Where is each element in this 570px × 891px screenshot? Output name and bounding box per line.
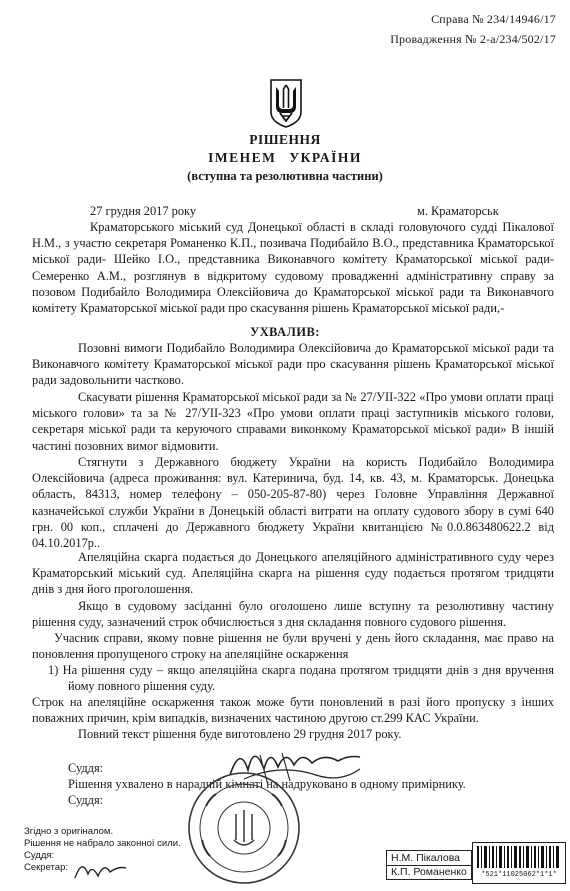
barcode-text: *521*11025062*1*1* (481, 871, 557, 879)
decision-title: РІШЕННЯ (249, 132, 321, 147)
paragraph-term-renewal: Строк на апеляційне оскарження також може бути поновлений в разі його пропуску з інших поважних причин, крім випадків, визначених частиною другою ст.299 КАС України. (32, 695, 554, 726)
secretary-signature (70, 854, 130, 884)
paragraph-appeal: Апеляційна скарга подається до Донецького апеляційного адміністративного суду через Краматорський міський суд. Апеляційна скарга на рішення суду подається протягом тридцяти днів з дня його проголошення. (32, 550, 554, 597)
judge-label: Суддя: (68, 761, 104, 775)
decision-city: м. Краматорськ (417, 204, 499, 218)
case-number: Справа № 234/14946/17 (431, 12, 556, 26)
footer-secretary-label: Секретар: (24, 862, 69, 873)
court-stamp (186, 770, 302, 886)
not-in-force-label: Рішення не набрало законної сили. (24, 838, 181, 849)
coat-of-arms-icon (268, 78, 304, 128)
paragraph-participant-rights: Учасник справи, якому повне рішення не були вручені у день його складання, має право на поновлення пропущеного строку на апеляційне оскарження (32, 631, 554, 662)
decision-date: 27 грудня 2017 року (90, 204, 197, 218)
decision-part-subtitle: (вступна та резолютивна частини) (187, 169, 383, 183)
paragraph-short-decision: Якщо в судовому засіданні було оголошено лише вступну та резолютивну частину рішення суду, зазначений строк обчислюється з дня складання повного судового рішення. (32, 599, 554, 630)
intro-paragraph: Краматорського міський суд Донецької області в складі головуючого судді Пікалової Н.М., з участю секретаря Романенко К.П., позивача Подибайло В.О., представника Краматорської міської ради- Шейко І.О., представника Виконавчого комітету Краматорської міської ради- Семеренко А.М., розглянув в відкритому судовому провадженні адміністративну справу за позовом Подибайло Володимира Олексійовича до Краматорської міської ради та Виконавчого комітету Краматорської міської ради про скасування рішень Краматорської міської ради,- (32, 220, 554, 316)
paragraph-claims-satisfied: Позовні вимоги Подибайло Володимира Олексійовича до Краматорської міської ради та Виконавчого комітету Краматорської міської ради про скасування рішень Краматорської міської ради задовольнити частково. (32, 341, 554, 388)
resolved-heading: УХВАЛИВ: (250, 325, 320, 339)
paragraph-cancel-decisions: Скасувати рішення Краматорської міської ради за № 27/УІІ-322 «Про умови оплати праці міського голови» та за № 27/УІІ-323 «Про умови оплати праці заступників міського голови, секретаря міської ради та керуючого справами виконкому Краматорської міської ради» В іншій частині позовних вимог відмовити. (32, 390, 554, 453)
in-the-name-of-ukraine: ІМЕНЕМ УКРАЇНИ (208, 150, 362, 165)
paragraph-full-text-date: Повний текст рішення буде виготовлено 29 грудня 2017 року. (78, 727, 402, 741)
deliberation-note: Рішення ухвалено в нарадчій кімнаті на надруковано в одному примірнику. (68, 777, 466, 791)
footer-judge-name: Н.М. Пікалова (386, 850, 472, 866)
footer-judge-label: Суддя: (24, 850, 55, 861)
paragraph-court-fee: Стягнути з Державного бюджету України на користь Подибайло Володимира Олексійовича (адреса проживання: вул. Катеринича, буд. 14, кв. 43, м. Краматорськ. Донецька область, 84313, номер телефону – 050-205-87-80) через Головне Управління Державної казначейської служби України в Донецькій області витрати на оплату судового збору в сумі 640 грн. 00 коп., сплачені до Державного бюджету України квитанцією №0.0.863480622.2 від 04.10.2017р.. (32, 455, 554, 551)
footer-secretary-name: К.П. Романенко (386, 865, 472, 880)
barcode (472, 842, 566, 884)
judge-label-second: Суддя: (68, 793, 104, 807)
list-item-appeal-term: 1) На рішення суду – якщо апеляційна скарга подана протягом тридцяти днів з дня вручення йому повного рішення суду. (48, 663, 554, 694)
proceeding-number: Провадження № 2-а/234/502/17 (390, 32, 556, 46)
certified-copy-label: Згідно з оригіналом. (24, 826, 114, 837)
